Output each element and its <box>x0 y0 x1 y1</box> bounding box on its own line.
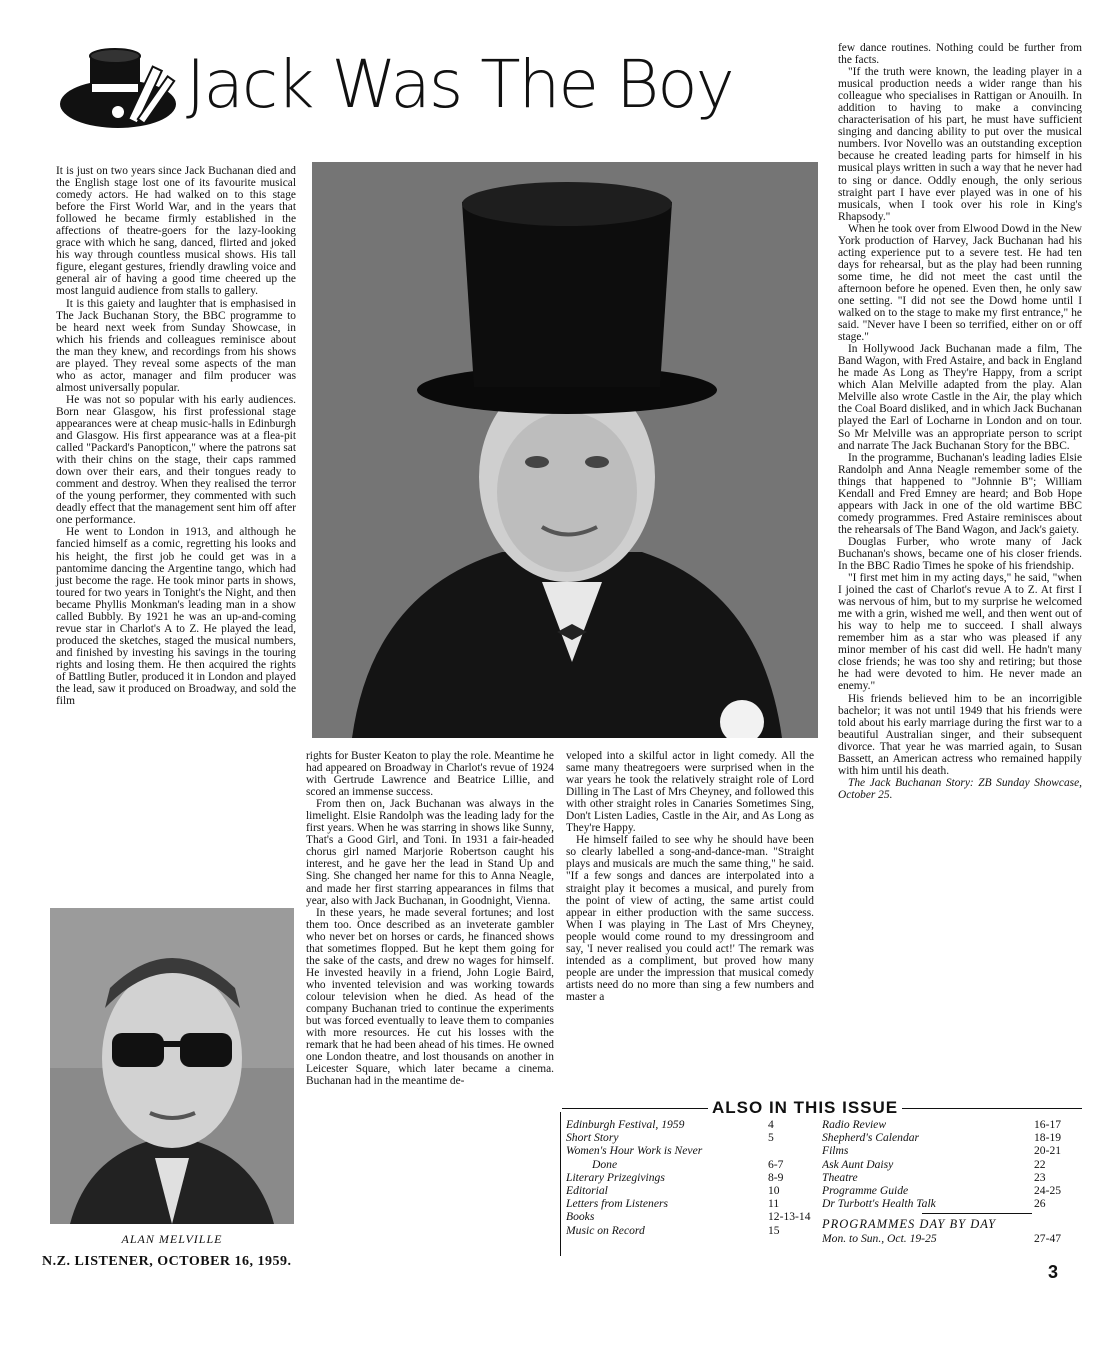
paragraph: The Jack Buchanan Story: ZB Sunday Showcase, October 25. <box>838 776 1082 801</box>
toc-item[interactable] <box>566 1197 810 1210</box>
article-column-4 <box>838 42 1082 801</box>
toc-item-label: Films <box>822 1144 849 1158</box>
toc-item-page: 26 <box>1034 1197 1046 1211</box>
toc-item-label: Short Story <box>566 1131 619 1145</box>
toc-item[interactable] <box>822 1171 1076 1184</box>
toc-item-label: Shepherd's Calendar <box>822 1131 920 1145</box>
article-column-3 <box>566 750 814 1003</box>
article-column-1 <box>56 165 296 707</box>
toc-item-page: 4 <box>768 1118 774 1131</box>
toc-item[interactable] <box>822 1144 1076 1157</box>
toc-title: ALSO IN THIS ISSUE <box>708 1098 902 1118</box>
toc-item-label: Dr Turbott's Health Talk <box>822 1197 936 1211</box>
issue-footer: N.Z. LISTENER, OCTOBER 16, 1959. <box>42 1254 292 1269</box>
toc-item[interactable] <box>566 1184 810 1197</box>
toc-item-label: Ask Aunt Daisy <box>822 1157 894 1171</box>
toc-item[interactable] <box>822 1197 1076 1210</box>
paragraph: It is this gaiety and laughter that is emphasised in The Jack Buchanan Story, the BBC programme to be heard next week from Sunday Showcase, in which his friends and colleagues reminisce about the man they knew, and recordings from his shows are played. They reveal some aspects of the man who as actor, manager and film producer was almost universally popular. <box>56 297 296 394</box>
paragraph: few dance routines. Nothing could be further from the facts. <box>838 42 1082 67</box>
paragraph: In Hollywood Jack Buchanan made a film, The Band Wagon, with Fred Astaire, and back in England he made As Long as They're Happy, from a script which Alan Melville adapted from the play. Alan Melville also wrote Castle in the Air, the play which the Coal Board disliked, and in which Jack Buchanan played the Earl of Locharne in London and on tour. So Mr Melville was an appropriate person to script and narrate The Jack Buchanan Story for the BBC. <box>838 343 1082 452</box>
paragraph: He was not so popular with his early audiences. Born near Glasgow, his first professional stage appearances were at cheap music-halls in Edinburgh and Glasgow. His first appearance was at a flea-pit called "Packard's Panopticon," where the patrons sat with their chins on the stage, their caps rammed down over their ears, and their tongues ready to comment and destroy. When they realised the terror of the young performer, they commented with such deadly effect that the management sent him off after one performance. <box>56 393 296 527</box>
toc-item-label: Mon. to Sun., Oct. 19-25 <box>822 1231 937 1245</box>
headline: Jack Was The Boy <box>186 46 733 123</box>
toc-item-label: Music on Record <box>566 1223 645 1237</box>
toc-item[interactable] <box>566 1118 810 1131</box>
toc-item-page: 22 <box>1034 1157 1046 1171</box>
toc-item-page: 16-17 <box>1034 1118 1062 1131</box>
toc-item[interactable] <box>822 1118 1076 1131</box>
toc-item-page: 23 <box>1034 1170 1046 1184</box>
toc-item-page: 27-47 <box>1034 1231 1062 1245</box>
toc-item-label: Books <box>566 1210 595 1224</box>
toc-item[interactable] <box>566 1131 810 1144</box>
toc-item[interactable] <box>566 1144 810 1157</box>
programmes-title: PROGRAMMES DAY BY DAY <box>822 1217 997 1232</box>
article-column-2 <box>306 750 554 1087</box>
paragraph: When he took over from Elwood Dowd in the New York production of Harvey, Jack Buchanan had his acting experience put to a severe test. He had ten days for rehearsal, but as the play had been running some time, he did not meet the cast until the afternoon before he opened. Even then, he only saw one setting. "I did not see the Dowd home until I walked on to the stage to make my first entrance," he said. "Never have I been so terrified, either on or off stage." <box>838 222 1082 344</box>
toc-right-list <box>822 1118 1076 1245</box>
toc-item[interactable] <box>822 1184 1076 1197</box>
toc-item-label: Programme Guide <box>822 1184 909 1198</box>
toc-item-page: 20-21 <box>1034 1144 1062 1158</box>
toc-item[interactable] <box>822 1232 1076 1245</box>
toc-item-label: Letters from Listeners <box>566 1197 668 1211</box>
toc-item-label: Done <box>592 1157 618 1171</box>
toc-divider <box>560 1112 562 1256</box>
toc-item[interactable] <box>566 1171 810 1184</box>
paragraph: His friends believed him to be an incorrigible bachelor; it was not until 1949 that his friends were told about his early marriage during the first war to a beautiful Australian singer, and their subsequent divorce. That year he was married again, to Susan Bassett, an American actress who remained happily with him until his death. <box>838 692 1082 777</box>
paragraph: It is just on two years since Jack Buchanan died and the English stage lost one of its favourite musical comedy actors. He had walked on to this stage before the First World War, and in the years that followed he became firmly established in the affections of theatre-goers for the lazy-looking grace with which he sang, danced, flirted and joked his way through countless musical shows. His tall figure, elegant gestures, friendly drawling voice and general air of having a good time cheered up the most languid audience from stalls to gallery. <box>56 165 296 298</box>
page-number: 3 <box>1048 1262 1059 1282</box>
paragraph: "I first met him in my acting days," he said, "when I joined the cast of Charlot's revue A to Z. At first I was nervous of him, but to my surprise he welcomed me with a grin, wished me well, and then went out of his way to help me to succeed. I shall always remember him as a star who was pleased if any minor member of his cast did well. He hadn't many close friends; he was too shy and retiring; but those he had were devoted to him. He never made an enemy." <box>838 572 1082 693</box>
toc-item-page: 12-13-14 <box>768 1210 811 1224</box>
toc-item-label: Edinburgh Festival, 1959 <box>566 1118 685 1131</box>
toc-item-page: 8-9 <box>768 1170 784 1184</box>
jack-buchanan-photo <box>312 162 818 738</box>
toc-item-page: 24-25 <box>1034 1184 1062 1198</box>
paragraph: He himself failed to see why he should have been so clearly labelled a song-and-dance-man. "Straight plays and musicals are much the same thing," he said. "If a few songs and dances are interpolated into a straight play it becomes a musical, and purely from the point of view of acting, the same artist could appear in either production with the same success. When I was playing in The Last of Mrs Cheyney, people would come round to my dressingroom and say, 'I never realised you could act!' The remark was intended as a compliment, but proved how many people are under the impression that musical comedy artists need do no more than sing a few numbers and master a <box>566 834 814 1003</box>
paragraph: In these years, he made several fortunes; and lost them too. Once described as an inveterate gambler who never bet on horses or cards, he financed shows that sometimes flopped. But he kept them going for the sake of the casts, and drew no wages for himself. He invested heavily in a friend, John Logie Baird, who invented television and was working towards colour television when he died. As head of the company Buchanan tried to continue the experiments but was forced eventually to leave them to companies with more resources. He cut his losses with the remark that he had been ahead of his times. He owned one London theatre, and lost thousands on another in Leicester Square, which later became a cinema. Buchanan had in the meantime de- <box>306 906 554 1088</box>
toc-item-label: Editorial <box>566 1184 608 1198</box>
paragraph: veloped into a skilful actor in light comedy. All the same many theatregoers were surprised when in the war years he took the relatively straight role of Lord Dilling in The Last of Mrs Cheyney, and followed this with other straight roles in Canaries Sometimes Sing, Don't Listen Ladies, Castle in the Air, and As Long as They're Happy. <box>566 750 814 835</box>
toc-item[interactable] <box>822 1158 1076 1171</box>
toc-item-label: Radio Review <box>822 1118 887 1131</box>
toc-item-page: 15 <box>768 1223 780 1237</box>
paragraph: Douglas Furber, who wrote many of Jack Buchanan's shows, became one of his closer friends. In the BBC Radio Times he spoke of his friendship. <box>838 535 1082 573</box>
photo-caption: ALAN MELVILLE <box>121 1232 223 1246</box>
toc-item[interactable] <box>566 1210 810 1223</box>
toc-item-label: Women's Hour Work is Never <box>566 1144 703 1158</box>
paragraph: He went to London in 1913, and although he fancied himself as a comic, regretting his looks and his height, the first job he could get was in a pantomime dancing the Argentine tango, which had just become the rage. He took minor parts in shows, toured for two years in Tonight's the Night, and then became Phyllis Monkman's leading man in a show called Bubbly. By 1921 he was an up-and-coming revue star in Charlot's A to Z. He played the lead, produced the sketches, staged the musical numbers, and finished by investing his savings in the touring rights and losing them. He then acquired the rights of Battling Butler, produced it in London and played the lead, saw it produced on Broadway, and sold the film <box>56 526 296 708</box>
paragraph: "If the truth were known, the leading player in a musical production needs a wider range than his colleague who specialises in Rattigan or Anouilh. In addition to having to make a convincing characterisation of his part, he must have sufficient singing and dancing ability to put over the musical numbers. Ivor Novello was an outstanding exception because he created leading parts for himself in his musical plays written in such a way that he never had to sing or dance. Oddly enough, the only serious straight part I have ever played was in one of his musicals, when I took over his role in King's Rhapsody." <box>838 66 1082 223</box>
alan-melville-photo <box>50 908 294 1224</box>
toc-item[interactable] <box>566 1158 810 1171</box>
toc-item-label: Literary Prizegivings <box>566 1170 665 1184</box>
top-hat-and-cane-icon <box>56 44 184 130</box>
toc-item-page: 11 <box>768 1197 780 1211</box>
toc-item[interactable] <box>822 1131 1076 1144</box>
toc-item-page: 10 <box>768 1184 780 1198</box>
toc-item-label: Theatre <box>822 1170 858 1184</box>
toc-item-page: 6-7 <box>768 1157 784 1171</box>
toc-item[interactable] <box>566 1224 810 1237</box>
toc-left-list <box>566 1118 810 1237</box>
toc-item-page: 18-19 <box>1034 1131 1062 1145</box>
toc-rule-small <box>922 1213 1032 1214</box>
toc-item-page: 5 <box>768 1131 774 1145</box>
paragraph: In the programme, Buchanan's leading ladies Elsie Randolph and Anna Neagle remember some of the things that happened to "Johnnie B"; William Kendall and Fred Emney are heard; and Bob Hope appears with Jack in one of the old wartime BBC comedy programmes. Fred Astaire reminisces about the rehearsals of The Band Wagon, and Jack's gaiety. <box>838 451 1082 536</box>
paragraph: rights for Buster Keaton to play the role. Meantime he had appeared on Broadway in Charlot's revue of 1924 with Gertrude Lawrence and Beatrice Lillie, and scored an immense success. <box>306 750 554 799</box>
paragraph: From then on, Jack Buchanan was always in the limelight. Elsie Randolph was the leading lady for the first years. When he was starring in shows like Sunny, That's a Good Girl, and Toni. In 1931 a fair-headed chorus girl named Marjorie Robertson caught his interest, and he gave her the lead in Stand Up and Sing. She changed her name for this to Anna Neagle, and made her first starring appearances in films that year, also with Jack Buchanan, in Goodnight, Vienna. <box>306 798 554 907</box>
toc-item-page <box>768 1144 810 1157</box>
